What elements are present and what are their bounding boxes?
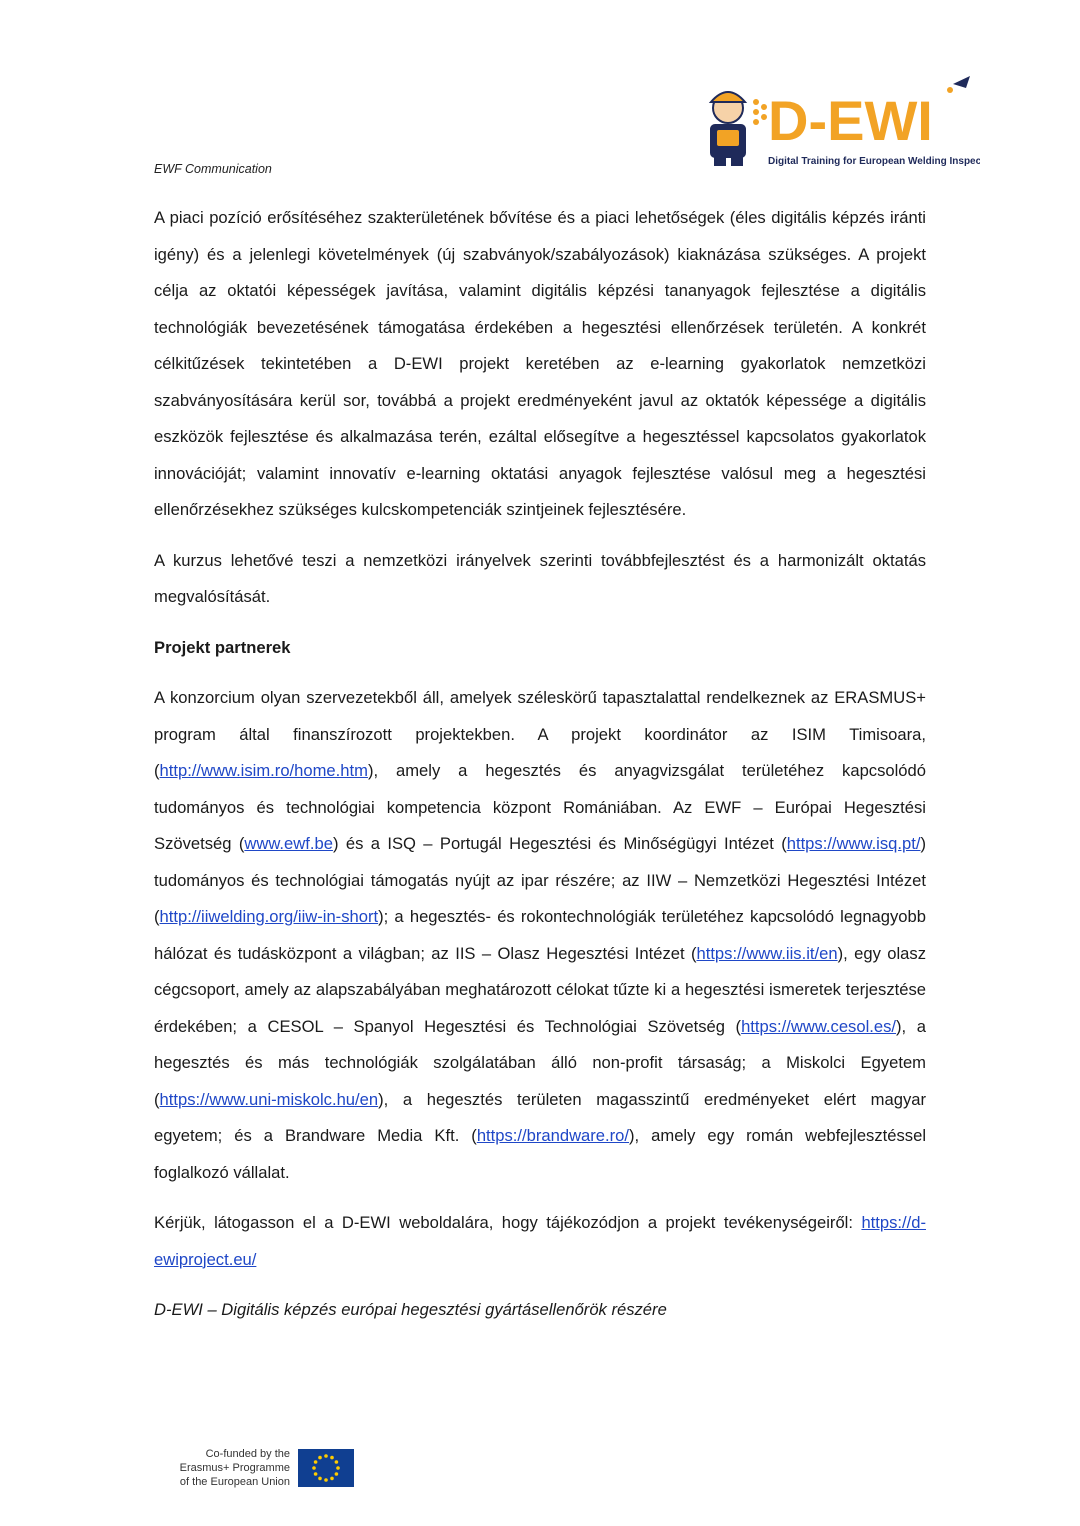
link-iiw[interactable]: http://iiwelding.org/iiw-in-short [159, 907, 379, 926]
partners-paragraph [154, 680, 926, 1191]
logo-title: D-EWI [768, 89, 933, 152]
link-d-ewi-project[interactable]: https://d-ewiproject.eu/ [154, 1213, 926, 1269]
eu-cofunding-text [160, 1447, 290, 1489]
link-miskolc[interactable]: https://www.uni-miskolc.hu/en [159, 1089, 379, 1109]
welder-icon [698, 72, 980, 172]
link-isq[interactable]: https://www.isq.pt/ [786, 834, 921, 853]
partners-text-7: ), a hegesztés és más technológiák szolgálatában álló non-profit társaság; a Miskolci Egyetem ( [154, 1016, 926, 1109]
link-cesol[interactable]: https://www.cesol.es/ [741, 1016, 897, 1036]
link-iis[interactable]: https://www.iis.it/en [696, 943, 838, 963]
d-ewi-logo [698, 72, 980, 172]
section-heading: Projekt partnerek [154, 637, 291, 657]
eu-line-3: of the European Union [179, 1476, 290, 1488]
partners-text-6: ), egy olasz cégcsoport, amely az alapszabályában meghatározott célokat tűzte ki a hegesztési ismeretek terjesztése érdekében; a CESOL – Spanyol Hegesztési és Technológiai Szövetség ( [154, 943, 926, 1036]
partners-text-1: A konzorcium olyan szervezetekből áll, amelyek széleskörű tapasztalattal rendelkeznek az ERASMUS+ program által finanszírozott projektekben. A projekt koordinátor az ISIM Timisoara, ( [154, 688, 926, 780]
link-ewf[interactable]: www.ewf.be [244, 834, 333, 853]
partners-text-8: ), a hegesztés területen magasszintű eredményeket elért magyar egyetem; és a Brandware Media Kft. ( [154, 1089, 926, 1145]
eu-flag-icon [298, 1449, 354, 1487]
partners-text-9: ), amely egy román webfejlesztéssel foglalkozó vállalat. [154, 1126, 927, 1182]
eu-line-1: Co-funded by the [205, 1448, 290, 1460]
partners-text-2: ), amely a hegesztés és anyagvizsgálat területéhez kapcsolódó tudományos és technológiai kompetencia központ Romániában. Az EWF – Európai Hegesztési Szövetség ( [154, 761, 926, 853]
partners-text-4: ) tudományos és technológiai támogatás nyújt az ipar részére; az IIW – Nemzetközi Hegesztési Intézet ( [154, 834, 926, 926]
visit-text: Kérjük, látogasson el a D-EWI weboldalára, hogy tájékozódjon a projekt tevékenységeiről: [154, 1213, 862, 1232]
visit-paragraph [154, 1205, 926, 1278]
document-body [154, 200, 926, 1343]
link-brandware[interactable]: https://brandware.ro/ [476, 1126, 630, 1145]
course-paragraph: A kurzus lehetővé teszi a nemzetközi irányelvek szerinti továbbfejlesztést és a harmonizált oktatás megvalósítását. [154, 550, 926, 606]
header-label: EWF Communication [154, 162, 272, 176]
partners-text-5: ); a hegesztés- és rokontechnológiák területéhez kapcsolódó legnagyobb hálózat és tudásközpont a világban; az IIS – Olasz Hegesztési Intézet ( [154, 907, 926, 963]
eu-cofunding-block [160, 1447, 360, 1493]
logo-subtitle: Digital Training for European Welding Inspectors [768, 156, 980, 167]
closing-line: D-EWI – Digitális képzés európai hegesztési gyártásellenőrök részére [154, 1300, 667, 1319]
partners-text-3: ) és a ISQ – Portugál Hegesztési és Minőségügyi Intézet ( [332, 834, 787, 853]
link-isim[interactable]: http://www.isim.ro/home.htm [159, 761, 368, 780]
eu-line-2: Erasmus+ Programme [179, 1462, 290, 1474]
intro-paragraph: A piaci pozíció erősítéséhez szakterületének bővítése és a piaci lehetőségek (éles digitális képzés iránti igény) és a jelenlegi követelmények (új szabványok/szabályozások) kiaknázása szükséges. A projekt célja az oktatói képességek javítása, valamint digitális képzési tananyagok fejlesztése a digitális technológiák bevezetésének támogatása érdekében a hegesztési ellenőrzések területén. A konkrét célkitűzések tekintetében a D-EWI projekt keretében az e-learning gyakorlatok nemzetközi szabványosítására kerül sor, továbbá a projekt eredményeként javul az oktatók képessége a digitális eszközök fejlesztése és alkalmazása terén, ezáltal elősegítve a hegesztéssel kapcsolatos gyakorlatok innovációját; valamint innovatív e-learning oktatási anyagok fejlesztése valósul meg a hegesztési ellenőrzésekhez szükséges kulcskompetenciák szintjeinek fejlesztésére. [154, 208, 926, 519]
